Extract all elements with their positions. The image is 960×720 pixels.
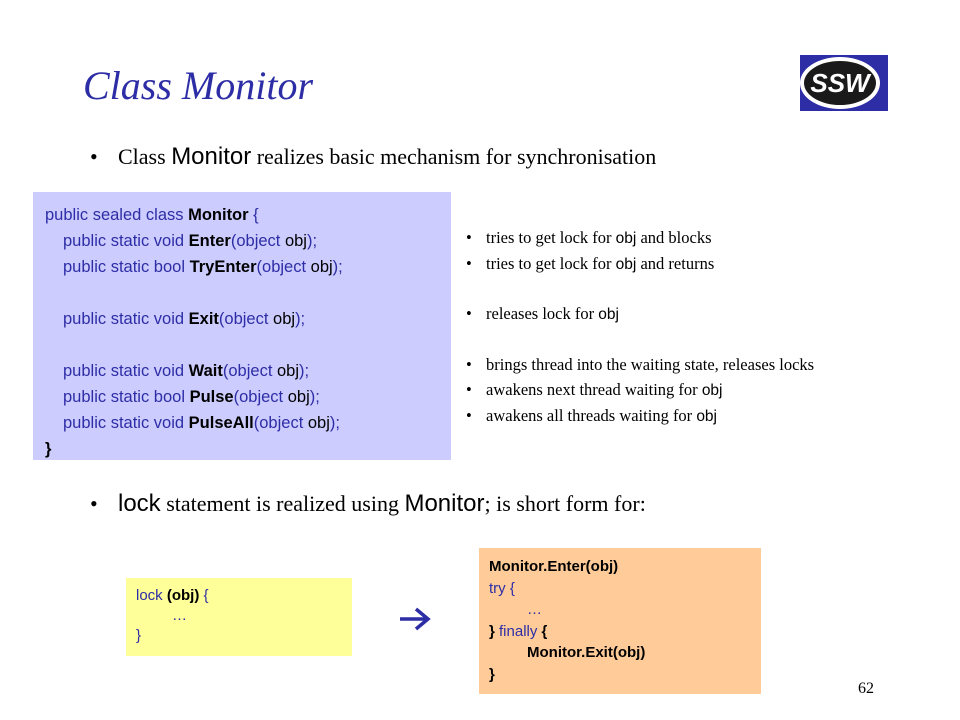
code-line-blank — [45, 332, 439, 358]
lock-line-open: lock (obj) { — [136, 587, 209, 604]
bullet-lock-statement: • lock statement is realized using Monitor; is short form for: — [90, 490, 646, 517]
monitor-expansion-code-box — [479, 548, 761, 694]
description-wait: • brings thread into the waiting state, releases locks — [466, 355, 815, 374]
right-arrow-icon — [398, 606, 432, 632]
description-tryenter: • tries to get lock for obj and returns — [466, 254, 715, 273]
bullet-monitor-intro: • Class Monitor realizes basic mechanism for synchronisation — [90, 143, 657, 170]
code-line-blank — [45, 280, 439, 306]
description-exit: • releases lock for obj — [466, 304, 619, 323]
monitor-line-close: } — [489, 665, 495, 683]
ssw-logo — [800, 55, 888, 111]
code-line-header: public sealed class Monitor { — [45, 206, 259, 224]
code-line-enter: public static void Enter(object obj); — [63, 232, 318, 250]
description-enter: • tries to get lock for obj and blocks — [466, 228, 712, 247]
monitor-line-body: … — [527, 601, 542, 618]
lock-line-body: … — [172, 607, 187, 624]
description-pulseall: • awakens all threads waiting for obj — [466, 406, 717, 425]
code-line-exit: public static void Exit(object obj); — [63, 310, 306, 328]
code-line-tryenter: public static bool TryEnter(object obj); — [63, 258, 343, 276]
logo-text: SSW — [810, 68, 870, 98]
page-title: Class Monitor — [83, 63, 314, 108]
description-pulse: • awakens next thread waiting for obj — [466, 380, 723, 399]
code-line-close: } — [45, 440, 52, 458]
monitor-line-enter: Monitor.Enter(obj) — [489, 558, 619, 575]
bullet-dot: • — [90, 491, 98, 516]
monitor-line-finally: } finally { — [489, 622, 548, 640]
monitor-line-try: try { — [489, 579, 515, 597]
code-line-wait: public static void Wait(object obj); — [63, 362, 310, 380]
lock-line-close: } — [136, 627, 142, 644]
monitor-class-code-box — [33, 192, 451, 460]
monitor-line-exit: Monitor.Exit(obj) — [527, 644, 646, 661]
page-number: 62 — [858, 680, 874, 697]
code-line-pulseall: public static void PulseAll(object obj); — [63, 414, 340, 432]
bullet-dot: • — [90, 144, 98, 169]
lock-code-box — [126, 578, 352, 656]
code-line-pulse: public static bool Pulse(object obj); — [63, 388, 320, 406]
